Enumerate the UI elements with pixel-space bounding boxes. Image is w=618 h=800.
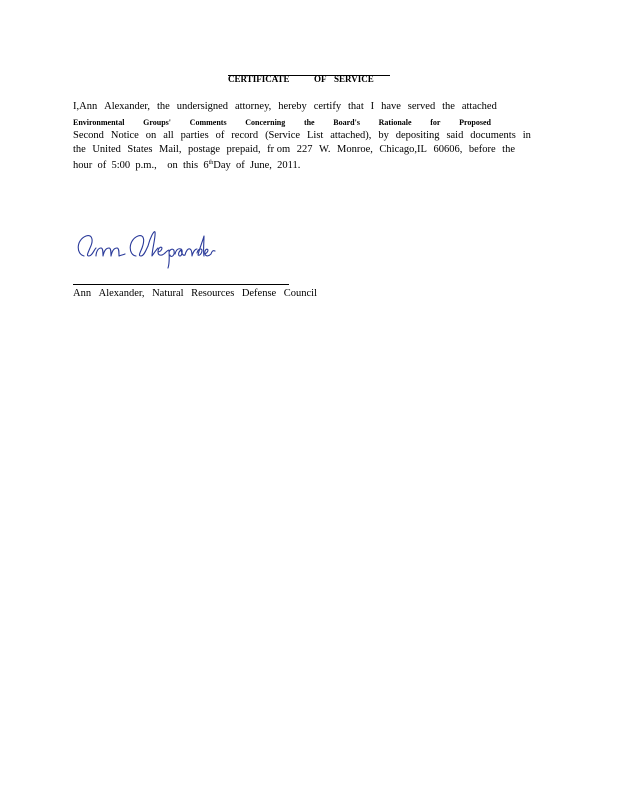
word: served [407,101,436,112]
word: Alexander, [98,288,145,299]
word: fr om [267,144,291,155]
word: parties [180,130,209,141]
word: depositing [395,130,440,141]
word: documents [470,130,516,141]
word: I [370,101,375,112]
title-word: OF [314,74,327,84]
word: of [215,130,225,141]
word: Chicago,IL [379,144,427,155]
word: Concerning [245,118,286,127]
signature-line [73,284,289,285]
word: Groups' [143,118,171,127]
word: on [145,130,157,141]
word: record [231,130,259,141]
body-line-5: hour of 5:00 p.m., on this 6thDay of June, 2011. [73,160,301,171]
word: Notice [110,130,139,141]
word: Resources [191,288,235,299]
word: Natural [152,288,184,299]
word: have [381,101,401,112]
word: Rationale [378,118,412,127]
word: W. [318,144,331,155]
word: the [502,144,515,155]
word: List [306,130,324,141]
title-word: CERTIFICATE [228,74,290,84]
word: the [303,118,315,127]
word: the [73,144,86,155]
body-line-2-document-title [73,117,491,129]
word: that [348,101,364,112]
word: (Service [265,130,301,141]
body-line-1 [73,101,497,113]
word: Environmental [73,118,125,127]
word: Defense [241,288,277,299]
word: attorney, [234,101,272,112]
word: 60606, [433,144,463,155]
word: Second [73,130,104,141]
word: for [430,118,441,127]
word: certify [313,101,342,112]
word: by [378,130,389,141]
word: Council [283,288,317,299]
signature-caption [73,288,317,300]
word: Alexander, [104,101,151,112]
word: prepaid, [226,144,261,155]
word: all [163,130,174,141]
word: the [442,101,455,112]
word: United [92,144,121,155]
word: undersigned [176,101,229,112]
body-line-4 [73,144,515,156]
word: States [127,144,153,155]
word: attached [461,101,497,112]
word: Proposed [459,118,491,127]
word: the [156,101,170,112]
word: hereby [278,101,307,112]
word: before [468,144,496,155]
word: I,Ann [73,101,98,112]
word: Board's [333,118,360,127]
word: in [522,130,531,141]
title-word: SERVICE [334,74,374,84]
word: postage [187,144,221,155]
word: Comments [189,118,227,127]
word: Monroe, [337,144,373,155]
word: Ann [73,288,92,299]
word: said [446,130,464,141]
word: attached), [330,130,372,141]
signature-image [70,226,220,270]
word: 227 [296,144,313,155]
word: Mail, [159,144,182,155]
body-line-3 [73,130,531,142]
certificate-title [228,74,390,84]
